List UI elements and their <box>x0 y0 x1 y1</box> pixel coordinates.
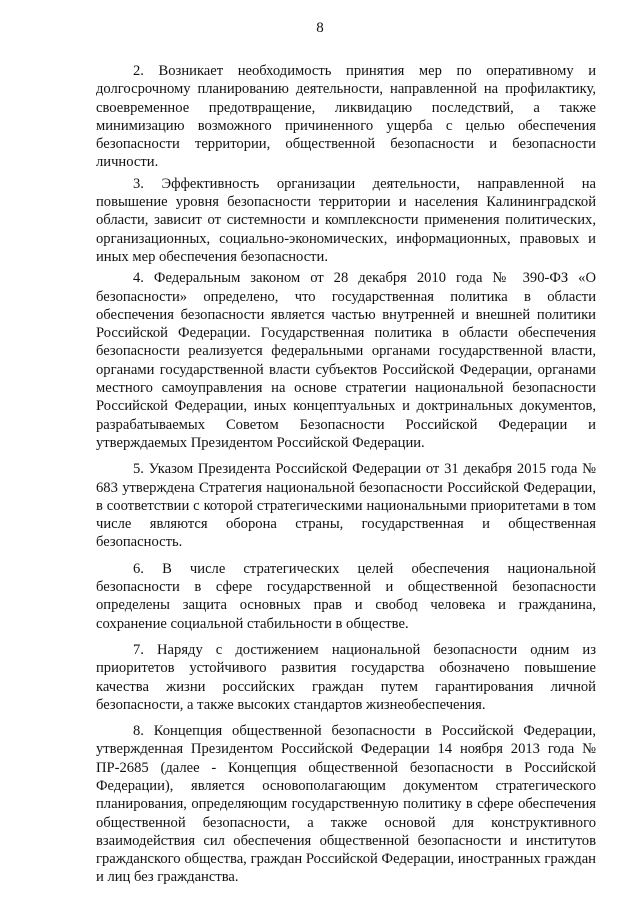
document-body <box>96 62 596 887</box>
paragraph-8: 8. Концепция общественной безопасности в Российской Федерации, утвержденная Президентом Российской Федерации 14 ноября 2013 года № ПР-2685 (далее - Концепция общественной безопасности в Российской Федерации), является основополагающим документом стратегического планирования, определяющим государственную политику в сфере обеспечения общественной безопасности, а также основой для конструктивного взаимодействия сил обеспечения общественной безопасности и институтов гражданского общества, граждан Российской Федерации, иностранных граждан и лиц без гражданства. <box>96 723 596 886</box>
paragraph-4: 4. Федеральным законом от 28 декабря 2010 года № 390-ФЗ «О безопасности» определено, что государственная политика в области обеспечения безопасности является частью внутренней и внешней политики Российской Федерации. Государственная политика в области обеспечения безопасности реализуется федеральными органами государственной власти, органами государственной власти субъектов Российской Федерации, органами местного самоуправления на основе стратегии национальной безопасности Российской Федерации, иных концептуальных и доктринальных документов, разрабатываемых Советом Безопасности Российской Федерации и утверждаемых Президентом Российской Федерации. <box>96 270 596 451</box>
paragraph-7: 7. Наряду с достижением национальной безопасности одним из приоритетов устойчивого развития государства обозначено повышение качества жизни российских граждан путем гарантирования личной безопасности, а также высоких стандартов жизнеобеспечения. <box>96 641 596 713</box>
paragraph-6: 6. В числе стратегических целей обеспечения национальной безопасности в сфере государственной и общественной безопасности определены защита основных прав и свобод человека и гражданина, сохранение социальной стабильности в обществе. <box>96 560 596 632</box>
paragraph-5: 5. Указом Президента Российской Федерации от 31 декабря 2015 года № 683 утверждена Стратегия национальной безопасности Российской Федерации, в соответствии с которой стратегическими национальными приоритетами в том числе являются оборона страны, государственная и общественная безопасность. <box>96 461 596 551</box>
paragraph-3: 3. Эффективность организации деятельности, направленной на повышение уровня безопасности территории и населения Калининградской области, зависит от системности и комплексности применения политических, организационных, социально-экономических, информационных, правовых и иных мер обеспечения безопасности. <box>96 175 596 265</box>
paragraph-2: 2. Возникает необходимость принятия мер по оперативному и долгосрочному планированию деятельности, направленной на профилактику, своевременное предотвращение, ликвидацию последствий, а также минимизацию возможного причиненного ущерба с целью обеспечения безопасности территории, общественной безопасности и безопасности личности. <box>96 63 596 171</box>
page-number: 8 <box>316 20 324 36</box>
